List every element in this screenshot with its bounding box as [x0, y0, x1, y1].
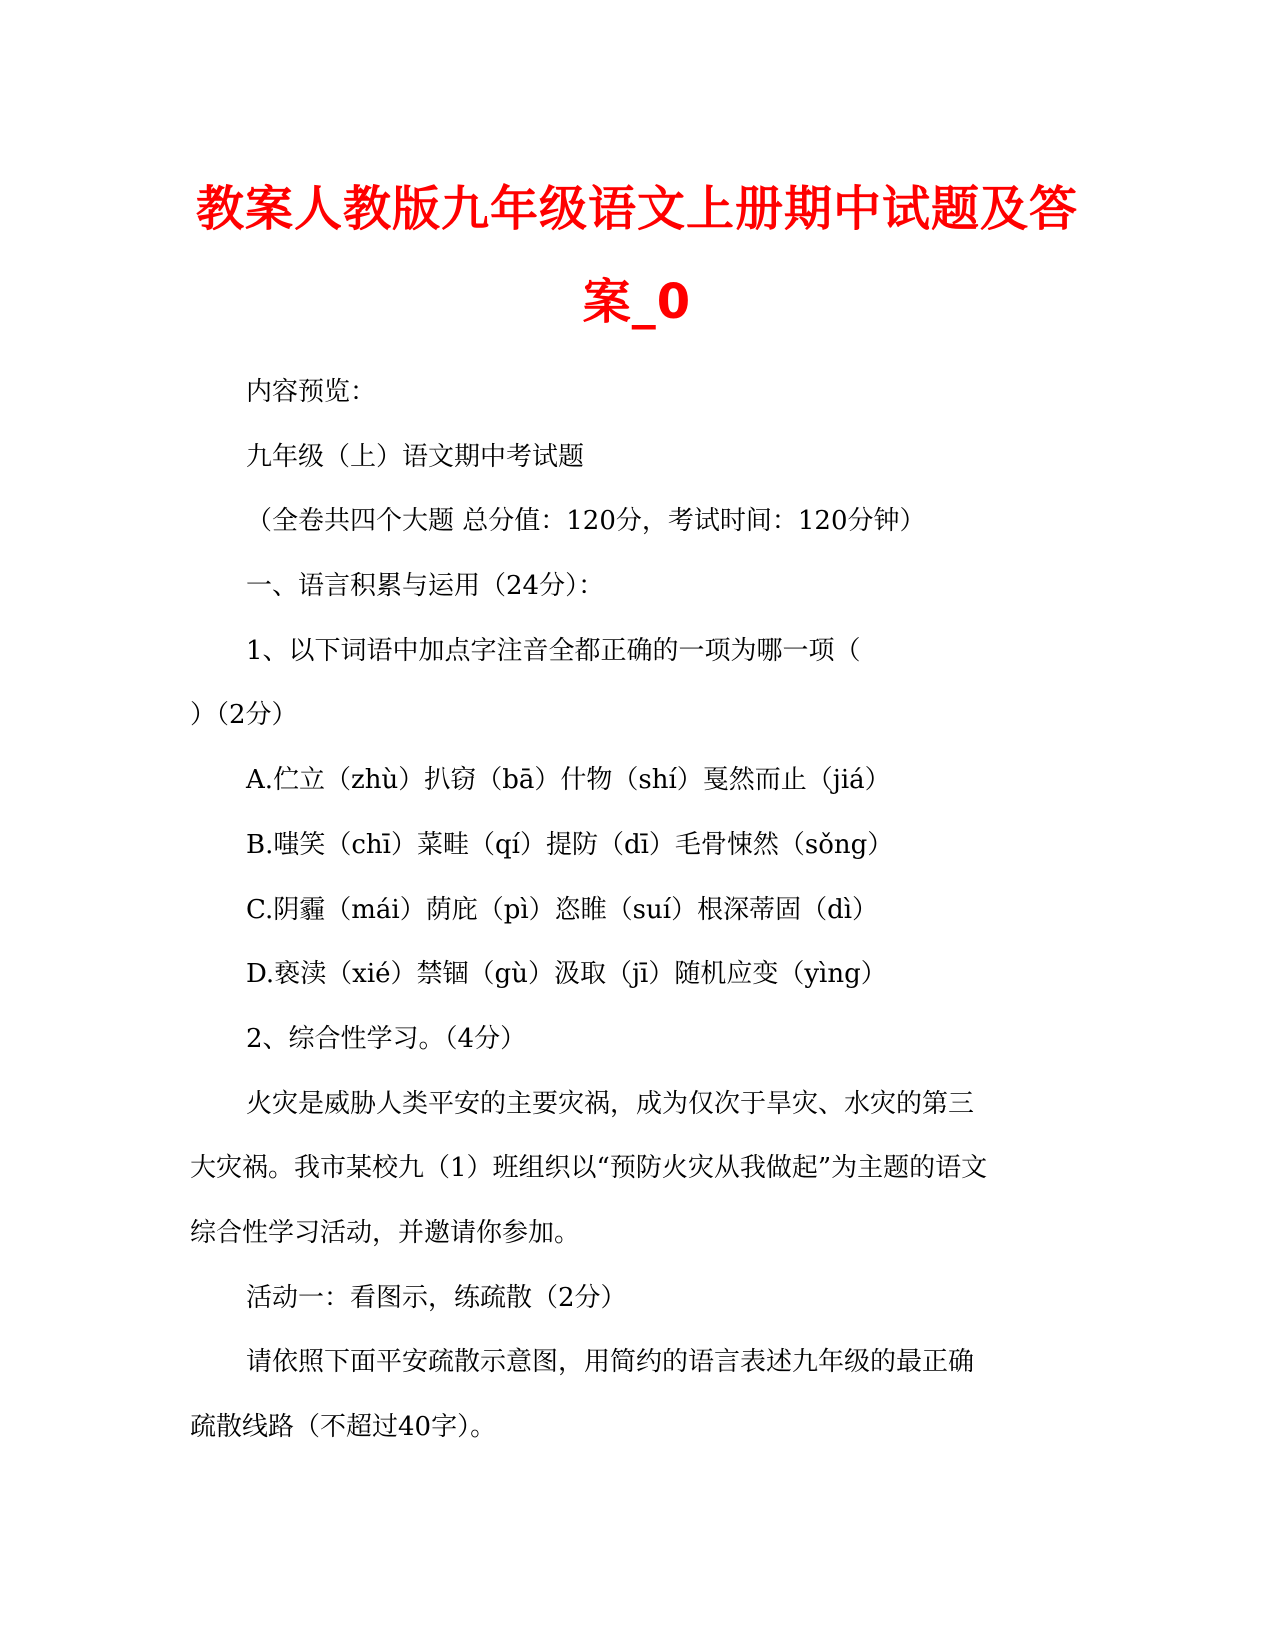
document-body — [190, 360, 1090, 1460]
option-c: C.阴霾（mái）荫庇（pì）恣睢（suí）根深蒂固（dì） — [246, 894, 879, 925]
exam-info: （全卷共四个大题 总分值：120分，考试时间：120分钟） — [246, 506, 926, 537]
question-1: 1、以下词语中加点字注音全都正确的一项为哪一项（ — [246, 635, 861, 666]
option-d: D.亵渎（xié）禁锢（gù）汲取（jī）随机应变（yìng） — [246, 959, 887, 990]
paragraph-line: 综合性学习活动，并邀请你参加。 — [190, 1217, 581, 1248]
paragraph-line: 火灾是威胁人类平安的主要灾祸，成为仅次于旱灾、水灾的第三 — [246, 1088, 975, 1119]
option-a: A.伫立（zhù）扒窃（bā）什物（shí）戛然而止（jiá） — [246, 765, 891, 796]
exam-title: 九年级（上）语文期中考试题 — [246, 441, 585, 472]
option-b: B.嗤笑（chī）菜畦（qí）提防（dī）毛骨悚然（sǒng） — [246, 829, 894, 860]
paragraph-line: 疏散线路（不超过40字）。 — [190, 1412, 497, 1442]
preview-label: 内容预览： — [246, 377, 377, 407]
document-title-line-1: 教案人教版九年级语文上册期中试题及答 — [195, 181, 1078, 237]
activity-1-heading: 活动一：看图示，练疏散（2分） — [246, 1282, 627, 1313]
section-heading: 一、语言积累与运用（24分）： — [246, 571, 605, 602]
question-2: 2、综合性学习。（4分） — [246, 1023, 527, 1054]
paragraph-line: 请依照下面平安疏散示意图，用简约的语言表述九年级的最正确 — [246, 1347, 975, 1378]
document-title-line-2: 案_0 — [582, 274, 692, 330]
question-1-continued: ）（2分） — [190, 700, 298, 731]
paragraph-line: 大灾祸。我市某校九（1）班组织以“预防火灾从我做起”为主题的语文 — [190, 1153, 988, 1184]
